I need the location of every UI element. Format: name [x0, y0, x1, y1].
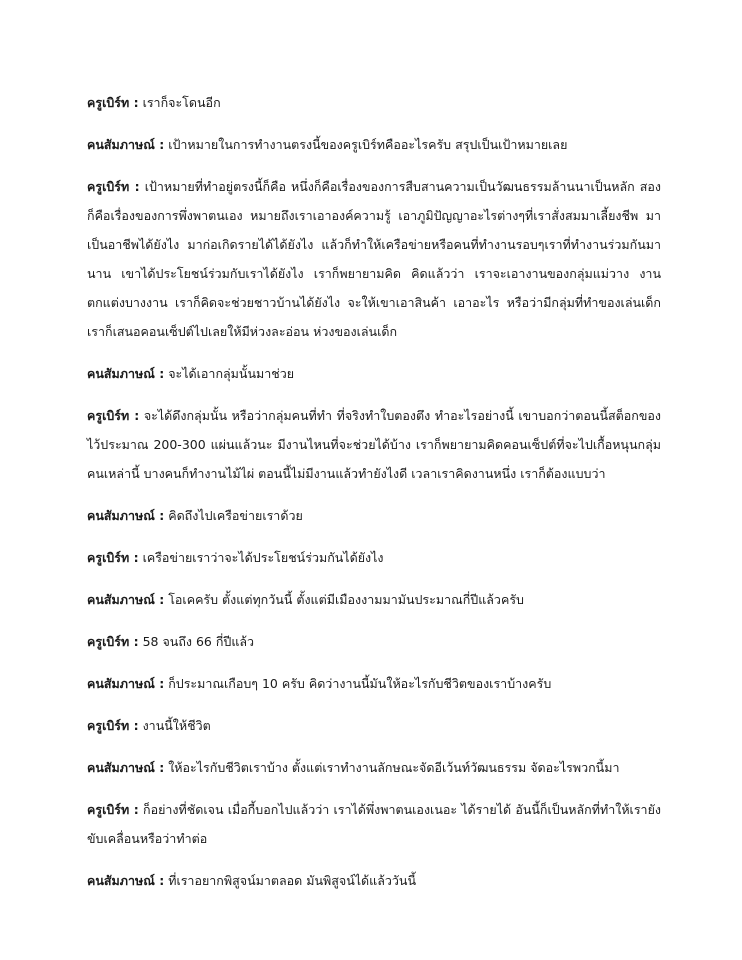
turn-text: ก็ประมาณเกือบๆ 10 ครับ คิดว่างานนี้มันให้อะไรกับชีวิตของเราบ้างครับ	[164, 676, 552, 691]
turn-text: เราก็จะโดนอีก	[138, 95, 221, 110]
dialogue-turn	[87, 130, 661, 159]
dialogue-turn	[87, 501, 661, 530]
dialogue-turn	[87, 585, 661, 614]
turn-text: 58 จนถึง 66 กี่ปีแล้ว	[138, 634, 255, 649]
dialogue-turn	[87, 401, 661, 488]
turn-text: เป้าหมายในการทำงานตรงนี้ของครูเบิร์ทคืออะไรครับ สรุปเป็นเป้าหมายเลย	[164, 137, 568, 152]
speaker-label: ครูเบิร์ท :	[87, 179, 140, 194]
dialogue-turn	[87, 359, 661, 388]
turn-text: คิดถึงไปเครือข่ายเราด้วย	[164, 508, 303, 523]
speaker-label: ครูเบิร์ท :	[87, 802, 139, 817]
dialogue-turn	[87, 711, 661, 740]
interview-transcript	[87, 88, 661, 908]
dialogue-turn	[87, 88, 661, 117]
speaker-label: คนสัมภาษณ์ :	[87, 676, 165, 691]
dialogue-turn	[87, 543, 661, 572]
turn-text: งานนี้ให้ชีวิต	[138, 718, 211, 733]
speaker-label: คนสัมภาษณ์ :	[87, 592, 165, 607]
turn-text: จะได้เอากลุ่มนั้นมาช่วย	[164, 366, 295, 381]
speaker-label: คนสัมภาษณ์ :	[87, 760, 165, 775]
speaker-label: ครูเบิร์ท :	[87, 718, 139, 733]
dialogue-turn	[87, 866, 661, 895]
speaker-label: ครูเบิร์ท :	[87, 408, 140, 423]
turn-text: ที่เราอยากพิสูจน์มาตลอด มันพิสูจน์ได้แล้ววันนี้	[164, 873, 417, 888]
dialogue-turn	[87, 795, 661, 853]
speaker-label: คนสัมภาษณ์ :	[87, 366, 165, 381]
turn-text: ให้อะไรกับชีวิตเราบ้าง ตั้งแต่เราทำงานลักษณะจัดอีเว้นท์วัฒนธรรม จัดอะไรพวกนี้มา	[164, 760, 620, 775]
dialogue-turn	[87, 669, 661, 698]
speaker-label: ครูเบิร์ท :	[87, 634, 139, 649]
speaker-label: ครูเบิร์ท :	[87, 550, 139, 565]
turn-text: เครือข่ายเราว่าจะได้ประโยชน์ร่วมกันได้ยังไง	[138, 550, 384, 565]
dialogue-turn	[87, 753, 661, 782]
turn-text: ก็อย่างที่ชัดเจน เมื่อกี้บอกไปแล้วว่า เราได้พึ่งพาตนเองเนอะ ได้รายได้ อันนี้ก็เป็นหลักที่ทำให้เรายังขับเคลื่อนหรือว่าทำต่อ	[87, 802, 661, 846]
turn-text: เป้าหมายที่ทำอยู่ตรงนี้ก็คือ หนึ่งก็คือเรื่องของการสืบสานความเป็นวัฒนธรรมล้านนาเป็นหลัก สองก็คือเรื่องของการพึ่งพาตนเอง หมายถึงเราเอาองค์ความรู้ เอาภูมิปัญญาอะไรต่างๆที่เราสั่งสมมาเลี้ยงชีพ มาเป็นอาชีพได้ยังไง มาก่อเกิดรายได้ได้ยังไง แล้วก็ทำให้เครือข่ายหรือคนที่ทำงานรอบๆเราที่ทำงานร่วมกันมานาน เขาได้ประโยชน์ร่วมกับเราได้ยังไง เราก็พยายามคิด คิดแล้วว่า เราจะเอางานของกลุ่มแม่วาง งานตกแต่งบางงาน เราก็คิดจะช่วยชาวบ้านได้ยังไง จะให้เขาเอาสินค้า เอาอะไร หรือว่ามีกลุ่มที่ทำของเล่นเด็ก เราก็เสนอคอนเซ็ปต์ไปเลยให้มีห่วงละอ่อน ห่วงของเล่นเด็ก	[87, 179, 661, 339]
dialogue-turn	[87, 627, 661, 656]
speaker-label: คนสัมภาษณ์ :	[87, 508, 165, 523]
turn-text: โอเคครับ ตั้งแต่ทุกวันนี้ ตั้งแต่มีเมืองงามมามันประมาณกี่ปีแล้วครับ	[164, 592, 524, 607]
dialogue-turn	[87, 172, 661, 346]
speaker-label: คนสัมภาษณ์ :	[87, 137, 165, 152]
turn-text: จะได้ดึงกลุ่มนั้น หรือว่ากลุ่มคนที่ทำ ที่จริงทำใบตองตึง ทำอะไรอย่างนี้ เขาบอกว่าตอนนี้สต็อกของไว้ประมาณ 200-300 แผ่นแล้วนะ มีงานไหนที่จะช่วยได้บ้าง เราก็พยายามคิดคอนเซ็ปต์ที่จะไปเกื้อหนุนกลุ่มคนเหล่านี้ บางคนก็ทำงานไม้ไผ่ ตอนนี้ไม่มีงานแล้วทำยังไงดี เวลาเราคิดงานหนึ่ง เราก็ต้องแบบว่า	[87, 408, 661, 481]
speaker-label: คนสัมภาษณ์ :	[87, 873, 165, 888]
speaker-label: ครูเบิร์ท :	[87, 95, 139, 110]
